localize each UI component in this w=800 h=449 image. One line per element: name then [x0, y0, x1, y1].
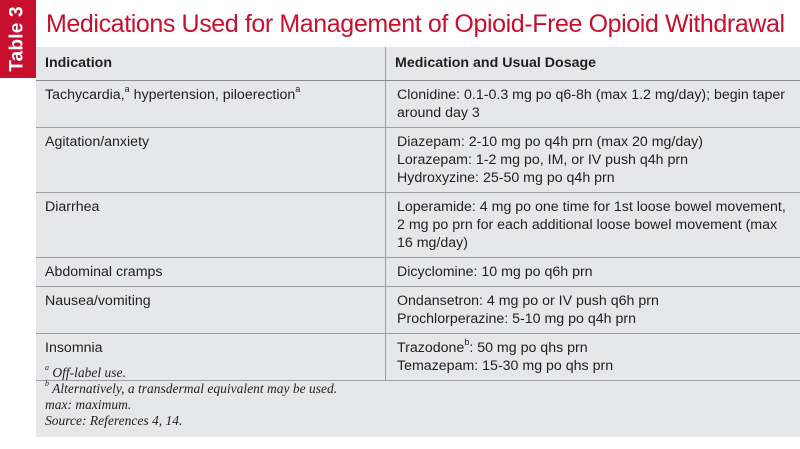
footnote-marker: b [464, 337, 470, 348]
indication-text: Nausea/vomiting [45, 293, 151, 309]
dosage-text: Diazepam: 2-10 mg po q4h prn (max 20 mg/day) [397, 134, 703, 150]
dosage-text: Temazepam: 15-30 mg po qhs prn [397, 358, 614, 374]
table-title: Medications Used for Management of Opioid-Free Opioid Withdrawal [46, 10, 785, 38]
table-body [36, 81, 800, 381]
dosage-line [397, 263, 794, 281]
footnote-text: Source: References 4, 14. [45, 413, 183, 428]
indication-text: Agitation/anxiety [45, 134, 150, 150]
dosage-line [397, 216, 794, 234]
dosage-text: Trazodone [397, 340, 465, 356]
footnote-marker: a [45, 362, 49, 372]
medication-cell [386, 334, 800, 381]
table-row [36, 193, 800, 258]
dosage-line [397, 169, 794, 187]
dosage-line [397, 292, 794, 310]
medication-cell [386, 81, 800, 128]
indication-text: Diarrhea [45, 199, 100, 215]
indication-text: Tachycardia, [45, 87, 125, 103]
dosage-line [397, 133, 794, 151]
dosage-line [397, 310, 794, 328]
indication-cell [36, 287, 386, 334]
table-row [36, 81, 800, 128]
column-header-indication: Indication [36, 47, 386, 81]
table-panel [36, 47, 800, 437]
dosage-line [397, 234, 794, 252]
dosage-line [397, 151, 794, 169]
medication-cell [386, 258, 800, 287]
table-row [36, 128, 800, 193]
dosage-text: 16 mg/day) [397, 235, 468, 251]
dosage-line [397, 198, 794, 216]
dosage-line [397, 357, 794, 375]
dosage-text: Dicyclomine: 10 mg po q6h prn [397, 264, 593, 280]
dosage-text: Prochlorperazine: 5-10 mg po q4h prn [397, 311, 636, 327]
indication-cell [36, 81, 386, 128]
table-row [36, 287, 800, 334]
indication-cell [36, 193, 386, 258]
dosage-text: 2 mg po prn for each additional loose bowel movement (max [397, 217, 778, 233]
dosage-text: Clonidine: 0.1-0.3 mg po q6-8h (max 1.2 mg/day); begin taper [397, 87, 786, 103]
footnote-line [45, 397, 337, 413]
dosage-text: : 50 mg po qhs prn [469, 340, 588, 356]
footnote-text: max: maximum. [45, 397, 132, 412]
dosage-line [397, 86, 794, 104]
medication-cell [386, 128, 800, 193]
footnote-marker: b [45, 378, 49, 388]
indication-text: Abdominal cramps [45, 264, 163, 280]
dosage-text: Ondansetron: 4 mg po or IV push q6h prn [397, 293, 659, 309]
table-row [36, 258, 800, 287]
footnote-text: Alternatively, a transdermal equivalent may be used. [49, 381, 338, 396]
table-label-tab [0, 0, 36, 78]
column-header-medication: Medication and Usual Dosage [386, 47, 800, 81]
dosage-text: Loperamide: 4 mg po one time for 1st loose bowel movement, [397, 199, 786, 215]
footnote-line [45, 362, 337, 381]
footnote-marker: a [124, 84, 130, 95]
dosage-line [397, 104, 794, 122]
dosage-text: Lorazepam: 1-2 mg po, IM, or IV push q4h prn [397, 152, 688, 168]
footnote-line [45, 378, 338, 397]
medication-cell [386, 193, 800, 258]
footnote-line [45, 413, 337, 429]
medications-table [36, 47, 800, 381]
dosage-text: Hydroxyzine: 25-50 mg po q4h prn [397, 170, 615, 186]
table-header-row [36, 47, 800, 81]
indication-text: hypertension, piloerection [129, 87, 296, 103]
dosage-line [397, 339, 794, 357]
footnotes [45, 362, 338, 429]
footnote-text: Off-label use. [49, 365, 126, 380]
dosage-text: around day 3 [397, 105, 480, 121]
medication-cell [386, 287, 800, 334]
indication-cell [36, 128, 386, 193]
indication-cell [36, 258, 386, 287]
table-label: Table 3 [7, 6, 28, 72]
indication-text: Insomnia [45, 340, 103, 356]
footnote-marker: a [295, 84, 301, 95]
